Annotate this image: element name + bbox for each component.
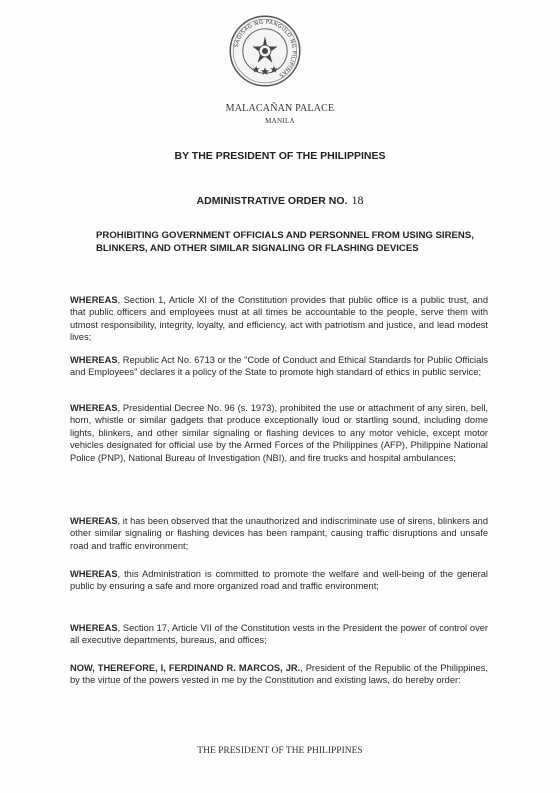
whereas-paragraph [70, 568, 488, 593]
paragraph-text: , this Administration is committed to promote the welfare and well-being of the general public by ensuring a safe and more organized road and traffic environment; [70, 569, 488, 592]
now-therefore-paragraph [70, 662, 488, 687]
paragraph-lead: WHEREAS [70, 623, 118, 633]
palace-name: MALACAÑAN PALACE [225, 103, 335, 114]
whereas-paragraph [70, 354, 488, 379]
whereas-paragraph [70, 515, 488, 552]
seal-ring-text: SAGISAG NG PANGULO NG PILIPINAS [233, 19, 297, 79]
whereas-paragraph [70, 622, 488, 647]
paragraph-lead: WHEREAS [70, 295, 118, 305]
palace-city: MANILA [265, 117, 295, 125]
paragraph-text: , Section 17, Article VII of the Constitution vests in the President the power of control over all executive departments, bureaus, and offices; [70, 623, 488, 646]
order-number: 18 [351, 193, 364, 207]
paragraph-lead: WHEREAS [70, 516, 118, 526]
presidential-seal-icon [228, 14, 302, 88]
paragraph-text: , Presidential Decree No. 96 (s. 1973), prohibited the use or attachment of any siren, bell, horn, whistle or similar gadgets that produce exceptionally loud or startling sound, including dome lights, blinkers, and other similar signaling or flashing devices to any motor vehicle, except motor vehicles designated for official use by the Armed Forces of the Philippines (AFP), Philippine National Police (PNP), National Bureau of Investigation (NBI), and fire trucks and hospital ambulances; [70, 403, 488, 463]
issuer-heading: BY THE PRESIDENT OF THE PHILIPPINES [174, 150, 386, 162]
page-footer: THE PRESIDENT OF THE PHILIPPINES [197, 746, 363, 756]
order-number-heading [0, 193, 560, 208]
whereas-paragraph [70, 402, 488, 464]
paragraph-lead: WHEREAS [70, 403, 118, 413]
whereas-paragraph [70, 294, 488, 344]
paragraph-text: , President of the Republic of the Philippines, by the virtue of the powers vested in me by the Constitution and existing laws, do hereby order: [70, 663, 488, 686]
paragraph-lead: WHEREAS [70, 355, 118, 365]
order-label: ADMINISTRATIVE ORDER NO. [196, 195, 348, 207]
order-title: PROHIBITING GOVERNMENT OFFICIALS AND PERSONNEL FROM USING SIRENS, BLINKERS, AND OTHER SIMILAR SIGNALING OR FLASHING DEVICES [96, 230, 474, 254]
paragraph-lead: WHEREAS [70, 569, 118, 579]
paragraph-text: , Republic Act No. 6713 or the "Code of Conduct and Ethical Standards for Public Officials and Employees" declares it a policy of the State to promote high standard of ethics in public service; [70, 355, 488, 378]
paragraph-text: , Section 1, Article XI of the Constitution provides that public office is a public trust, and that public officers and employees must at all times be accountable to the people, serve them with utmost responsibility, integrity, loyalty, and efficiency, act with patriotism and justice, and lead modest lives; [70, 295, 488, 343]
paragraph-text: , it has been observed that the unauthorized and indiscriminate use of sirens, blinkers and other similar signaling or flashing devices has been rampant, causing traffic disruptions and unsafe road and traffic environment; [70, 516, 488, 551]
paragraph-lead: NOW, THEREFORE, I, FERDINAND R. MARCOS, JR. [70, 663, 301, 673]
